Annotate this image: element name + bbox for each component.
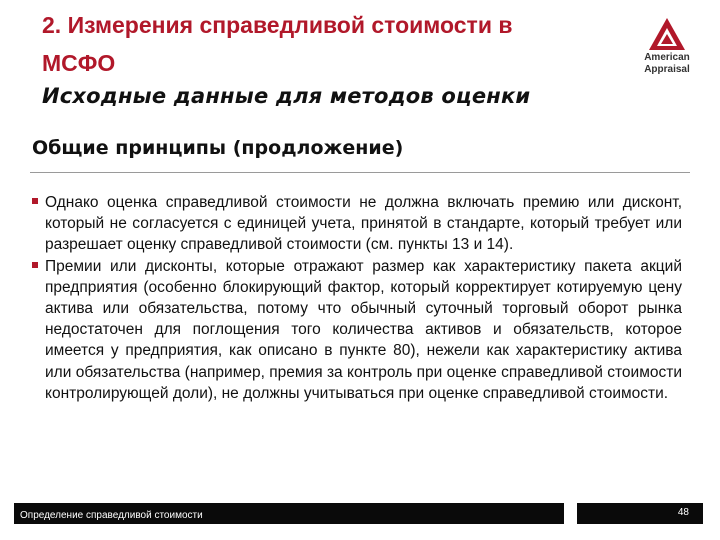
page-title-line1: 2. Измерения справедливой стоимости в — [42, 12, 513, 38]
logo-text-line2: Appraisal — [644, 64, 690, 75]
section-heading: Общие принципы (продложение) — [32, 137, 404, 159]
triangle-logo-icon — [647, 16, 687, 52]
bullet-text: Однако оценка справедливой стоимости не должна включать премию или дисконт, который не согласуется с единицей учета, принятой в стандарте, который требует или разрешает оценку справедливой стоимости (см. пункты 13 и 14). — [45, 194, 682, 254]
page-subtitle: Исходные данные для методов оценки — [42, 84, 531, 108]
page-number: 48 — [677, 507, 689, 518]
logo-text-line1: American — [644, 52, 690, 63]
bullet-text: Премии или дисконты, которые отражают размер как характеристику пакета акций предприятия (особенно блокирующий фактор, который корректирует котируемую цену актива или обязательства, потому что обычный суточный торговый оборот рынка недостаточен для поглощения того количества активов и обязательств, которое имеется у предприятия, как описано в пункте 80), нежели как характеристику актива или обязательства (например, премия за контроль при оценке справедливой стоимости контролирующей доли), не должны учитываться при оценке справедливой стоимости. — [45, 257, 682, 402]
list-item — [32, 192, 682, 256]
footer-text: Определение справедливой стоимости — [20, 510, 203, 521]
bullet-square-icon — [32, 198, 38, 204]
company-logo — [635, 16, 699, 86]
page-title — [42, 6, 622, 82]
bullet-square-icon — [32, 262, 38, 268]
list-item — [32, 256, 682, 404]
page-title-line2: МСФО — [42, 50, 116, 76]
bullet-list — [32, 192, 682, 404]
page-number-box — [577, 503, 703, 524]
footer-bar — [14, 503, 564, 524]
section-divider — [30, 172, 690, 173]
